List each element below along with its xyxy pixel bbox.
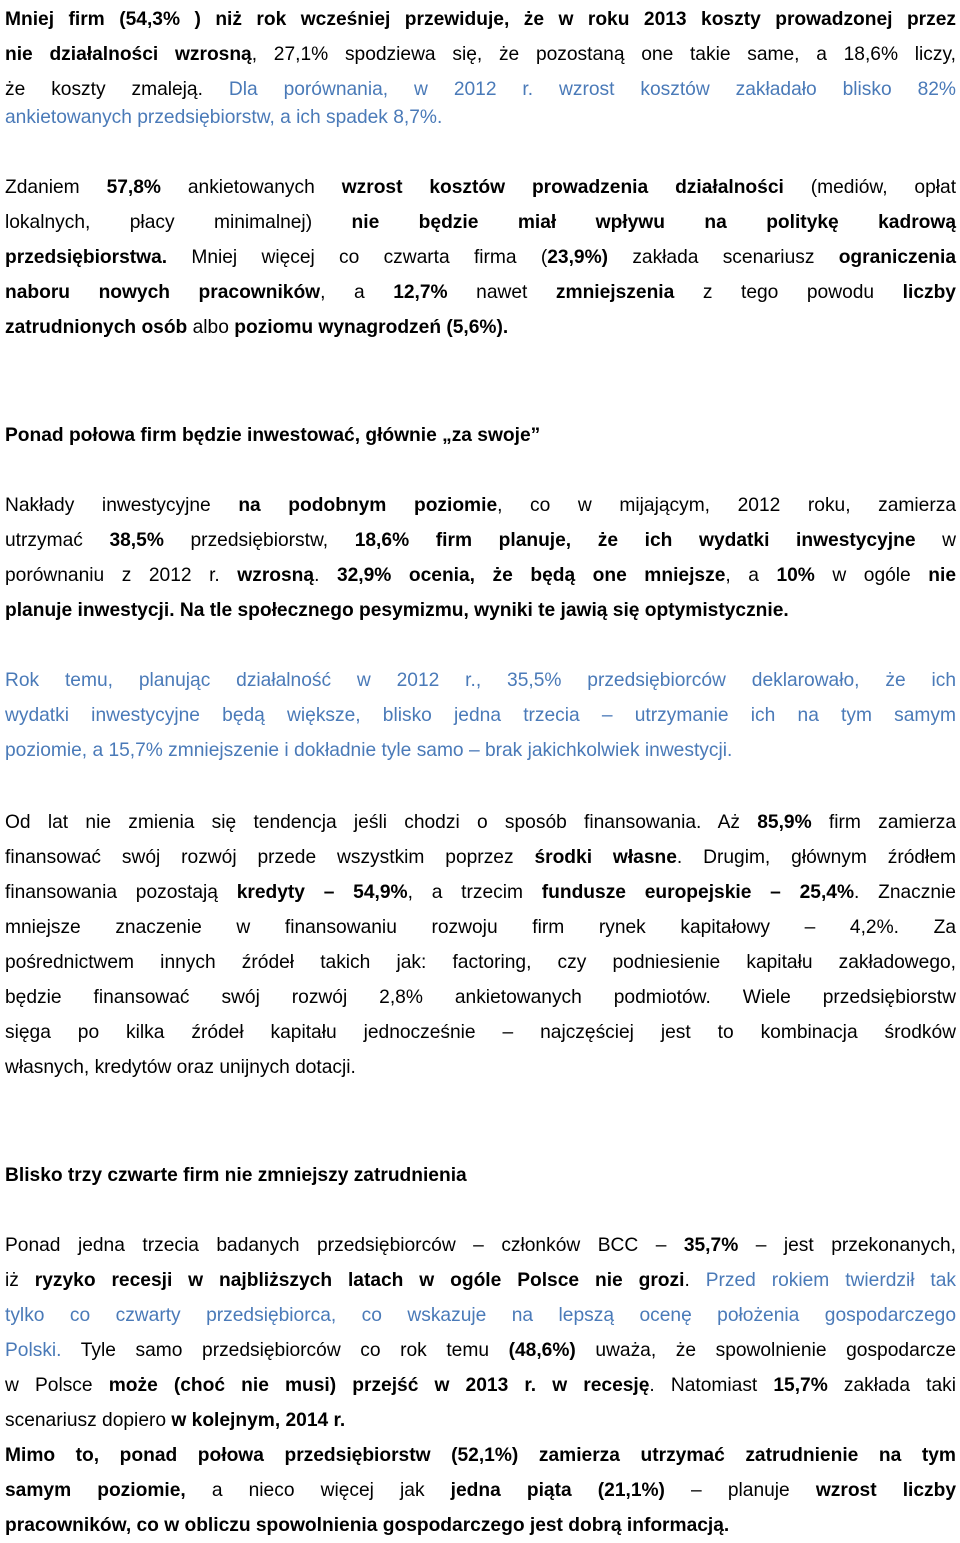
text-run: ograniczenia (838, 247, 956, 268)
text-run: w kolejnym, 2014 r. (171, 1410, 346, 1431)
text-run: naboru nowych pracowników (5, 282, 321, 303)
text-run: . Drugim, głównym źródłem (676, 847, 956, 868)
text-run: Przed rokiem twierdził tak (705, 1270, 956, 1291)
text-line (5, 875, 956, 910)
text-run: Zdaniem (5, 177, 107, 198)
text-run: iż (5, 1270, 35, 1291)
text-run: planuje inwestycji. Na tle społecznego pesymizmu, wyniki te jawią się optymistycznie. (5, 600, 789, 621)
text-run: z tego powodu (674, 282, 903, 303)
text-line (5, 37, 956, 72)
text-run: Ponad połowa firm będzie inwestować, głównie „za swoje” (5, 425, 541, 446)
text-run: 10% (776, 565, 815, 586)
text-run: w (915, 530, 956, 551)
text-line (5, 698, 956, 733)
text-run: ankietowanych przedsiębiorstw, a ich spadek 8,7%. (5, 107, 443, 128)
text-run: a nieco więcej jak (185, 1480, 451, 1501)
text-run: (mediów, opłat (783, 177, 957, 198)
text-run: 15,7% (773, 1375, 828, 1396)
text-run: 12,7% (393, 282, 448, 303)
text-run: 18,6% firm planuje, że ich wydatki inwestycyjne (354, 530, 916, 551)
text-run: przedsiębiorstw, (163, 530, 355, 551)
text-run: , a (320, 282, 394, 303)
text-run: 85,9% (757, 812, 812, 833)
text-run: nawet (447, 282, 556, 303)
text-run: utrzymać (5, 530, 110, 551)
text-run: Tyle samo przedsiębiorców co rok temu (61, 1340, 509, 1361)
text-run: wydatki inwestycyjne będą większe, blisko jedna trzecia – utrzymanie ich na tym samym (5, 705, 956, 726)
text-run: albo (187, 317, 235, 338)
text-run: nie (928, 565, 957, 586)
text-run: (48,6%) (508, 1340, 576, 1361)
text-run: . Natomiast (649, 1375, 774, 1396)
text-run: 38,5% (109, 530, 164, 551)
text-line (5, 593, 956, 628)
text-run: Dla porównania, w 2012 r. wzrost kosztów zakładało blisko 82% (228, 79, 956, 100)
text-run: Blisko trzy czwarte firm nie zmniejszy zatrudnienia (5, 1165, 467, 1186)
text-line (5, 2, 956, 37)
text-run: liczby (902, 282, 956, 303)
text-run: mniejsze znaczenie w finansowaniu rozwoju firm rynek kapitałowy – 4,2%. Za (5, 917, 956, 938)
text-run: . (684, 1270, 706, 1291)
text-run: lokalnych, płacy minimalnej) (5, 212, 352, 233)
text-run: 23,9%) (547, 247, 609, 268)
text-run: . Znacznie (854, 882, 956, 903)
text-run: 57,8% (106, 177, 161, 198)
text-line (5, 170, 956, 205)
text-run: Nakłady inwestycyjne (5, 495, 239, 516)
text-run: kredyty – 54,9% (236, 882, 408, 903)
text-run: w ogóle (814, 565, 929, 586)
text-line (5, 805, 956, 840)
text-line (5, 205, 956, 240)
text-run: Ponad jedna trzecia badanych przedsiębiorców – członków BCC – (5, 1235, 684, 1256)
text-run: , a (725, 565, 777, 586)
text-run: ankietowanych (160, 177, 342, 198)
text-run: sięga po kilka źródeł kapitału jednocześnie – najczęściej jest to kombinacja środków (5, 1022, 956, 1043)
text-line (5, 840, 956, 875)
text-run: będzie finansować swój rozwój 2,8% ankietowanych podmiotów. Wiele przedsiębiorstw (5, 987, 956, 1008)
text-run: Mniej więcej co czwarta firma ( (167, 247, 548, 268)
text-run: jedna piąta (21,1%) (450, 1480, 665, 1501)
text-run: wzrost liczby (815, 1480, 957, 1501)
text-line (5, 558, 956, 593)
text-run: nie działalności wzrosną (5, 44, 252, 65)
text-run: Polski. (5, 1340, 62, 1361)
text-line (5, 523, 956, 558)
text-line (5, 240, 956, 275)
text-run: , 27,1% spodziewa się, że pozostaną one takie same, a 18,6% liczy, (251, 44, 956, 65)
text-run: – planuje (664, 1480, 816, 1501)
text-run: – jest przekonanych, (738, 1235, 956, 1256)
text-run: wzrosną (237, 565, 315, 586)
text-run: przedsiębiorstwa. (5, 247, 168, 268)
text-run: Mimo to, ponad połowa przedsiębiorstw (52,1%) zamierza utrzymać zatrudnienie na tym (5, 1445, 956, 1466)
text-line (5, 663, 956, 698)
text-line (5, 733, 956, 768)
text-run: poziomu wynagrodzeń (5,6%). (234, 317, 509, 338)
text-run: samym poziomie, (5, 1480, 186, 1501)
text-line (5, 488, 956, 523)
text-line (5, 980, 956, 1015)
text-line (5, 1403, 956, 1438)
text-run: 35,7% (683, 1235, 739, 1256)
text-run: zakłada scenariusz (608, 247, 839, 268)
text-run: Mniej firm (54,3% ) niż rok wcześniej przewiduje, że w roku 2013 koszty prowadzonej przez (5, 9, 956, 30)
text-line (5, 1263, 956, 1298)
text-run: nie będzie miał wpływu na politykę kadrową (351, 212, 956, 233)
text-line (5, 275, 956, 310)
text-line (5, 100, 956, 135)
text-run: pośrednictwem innych źródeł takich jak: factoring, czy podniesienie kapitału zakładowego, (5, 952, 956, 973)
text-run: uważa, że spowolnienie gospodarcze (575, 1340, 956, 1361)
text-run: poziomie, a 15,7% zmniejszenie i dokładnie tyle samo – brak jakichkolwiek inwestycji. (5, 740, 733, 761)
text-line (5, 910, 956, 945)
text-line (5, 1050, 956, 1085)
text-line (5, 945, 956, 980)
text-line (5, 1228, 956, 1263)
text-run: finansowania pozostają (5, 882, 237, 903)
text-line (5, 418, 956, 453)
text-line (5, 310, 956, 345)
text-line (5, 1473, 956, 1508)
text-run: zakłada taki (827, 1375, 956, 1396)
text-run: 32,9% ocenia, że będą one mniejsze (336, 565, 726, 586)
text-run: scenariusz dopiero (5, 1410, 172, 1431)
text-run: Od lat nie zmienia się tendencja jeśli chodzi o sposób finansowania. Aż (5, 812, 758, 833)
text-run: może (choć nie musi) przejść w 2013 r. w recesję (108, 1375, 650, 1396)
text-run: pracowników, co w obliczu spowolnienia gospodarczego jest dobrą informacją. (5, 1515, 730, 1536)
text-run: firm zamierza (811, 812, 956, 833)
text-run: że koszty zmaleją. (5, 79, 229, 100)
text-line (5, 1015, 956, 1050)
text-line (5, 1368, 956, 1403)
text-run: wzrost kosztów prowadzenia działalności (341, 177, 784, 198)
text-run: w Polsce (5, 1375, 109, 1396)
text-line (5, 1333, 956, 1368)
text-line (5, 1508, 956, 1543)
text-run: porównaniu z 2012 r. (5, 565, 238, 586)
text-run: Rok temu, planując działalność w 2012 r., 35,5% przedsiębiorców deklarowało, że ich (5, 670, 956, 691)
text-run: środki własne (534, 847, 677, 868)
text-run: finansować swój rozwój przede wszystkim poprzez (5, 847, 535, 868)
text-run: ryzyko recesji w najbliższych latach w ogóle Polsce nie grozi (34, 1270, 685, 1291)
text-run: , co w mijającym, 2012 roku, zamierza (497, 495, 956, 516)
text-run: tylko co czwarty przedsiębiorca, co wskazuje na lepszą ocenę położenia gospodarczego (5, 1305, 956, 1326)
text-line (5, 1438, 956, 1473)
text-run: zatrudnionych osób (5, 317, 188, 338)
text-run: na podobnym poziomie (238, 495, 498, 516)
text-line (5, 1158, 956, 1193)
text-run: własnych, kredytów oraz unijnych dotacji. (5, 1057, 356, 1078)
text-run: fundusze europejskie – 25,4% (541, 882, 855, 903)
text-run: . (314, 565, 337, 586)
text-run: , a trzecim (407, 882, 542, 903)
text-line (5, 1298, 956, 1333)
text-run: zmniejszenia (555, 282, 675, 303)
